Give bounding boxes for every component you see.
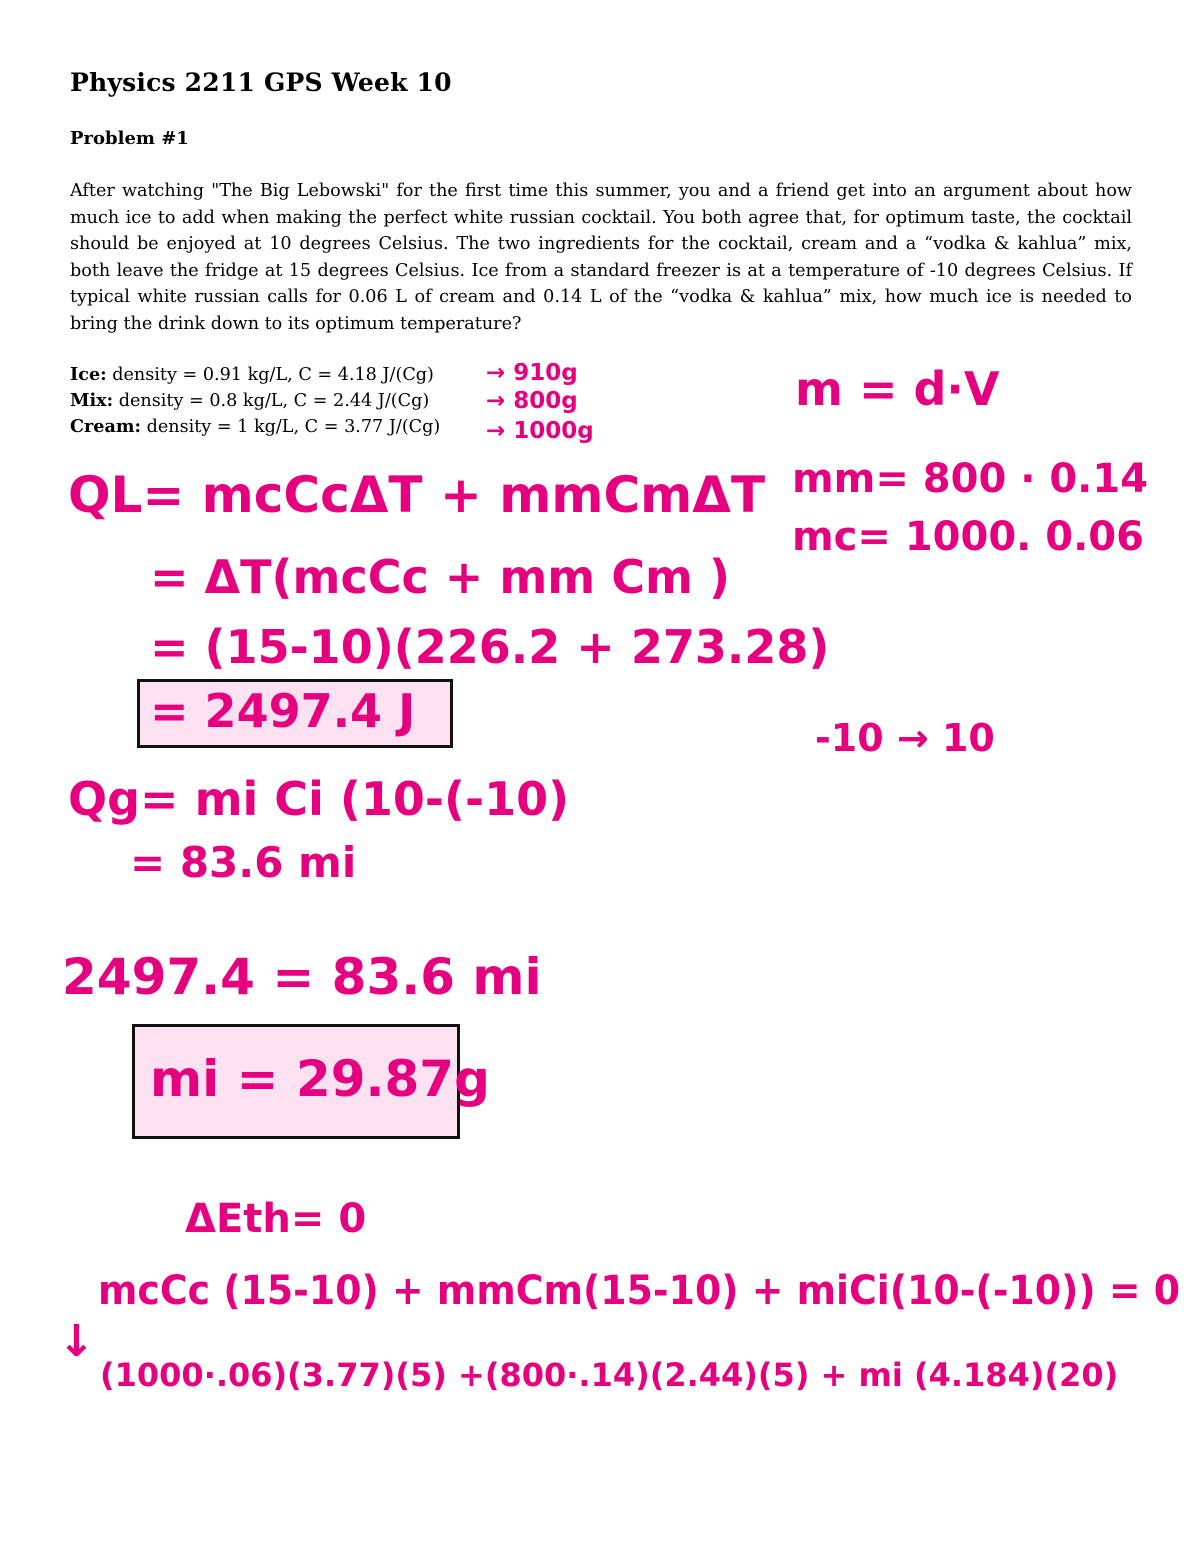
constant-value: density = 0.91 kg/L, C = 4.18 J/(Cg) xyxy=(106,365,434,385)
thermal-energy-change: ΔEth= 0 xyxy=(185,1196,367,1242)
constant-value: density = 0.8 kg/L, C = 2.44 J/(Cg) xyxy=(113,391,430,411)
problem-heading: Problem #1 xyxy=(70,128,189,149)
energy-conservation-equation: mcCc (15-10) + mmCm(15-10) + miCi(10-(-10)) = 0 xyxy=(98,1268,1181,1314)
energy-conservation-substituted: (1000·.06)(3.77)(5) +(800·.14)(2.44)(5) + mi (4.184)(20) xyxy=(100,1356,1119,1394)
constant-label: Cream: xyxy=(70,416,141,437)
note-cream-mass: → 1000g xyxy=(486,418,594,444)
constant-label: Mix: xyxy=(70,390,114,411)
heat-gained-equation: Qg= mi Ci (10-(-10) xyxy=(68,772,570,826)
heat-lost-substituted: = (15-10)(226.2 + 273.28) xyxy=(150,620,830,674)
constant-cream xyxy=(70,414,440,440)
constants-list xyxy=(70,362,440,440)
constant-mix xyxy=(70,388,440,414)
heat-lost-factored: = ΔT(mcCc + mm Cm ) xyxy=(150,550,730,604)
note-mix-mass: → 800g xyxy=(486,388,578,414)
mass-cream-calc: mc= 1000. 0.06 xyxy=(792,514,1144,560)
constant-ice xyxy=(70,362,440,388)
heat-lost-equation: QL= mcCcΔT + mmCmΔT xyxy=(68,466,766,524)
constant-value: density = 1 kg/L, C = 3.77 J/(Cg) xyxy=(140,417,441,437)
temperature-range: -10 → 10 xyxy=(815,716,995,760)
constant-label: Ice: xyxy=(70,364,107,385)
ice-mass-result: mi = 29.87g xyxy=(150,1050,490,1108)
heat-lost-result: = 2497.4 J xyxy=(150,684,416,738)
energy-balance-equation: 2497.4 = 83.6 mi xyxy=(62,948,542,1006)
formula-mass-density: m = d·V xyxy=(795,362,1000,416)
down-arrow-icon: ↓ xyxy=(58,1316,95,1367)
problem-statement: After watching "The Big Lebowski" for the first time this summer, you and a friend get into an argument about how much ice to add when making the perfect white russian cocktail. You both agree that, for optimum taste, the cocktail should be enjoyed at 10 degrees Celsius. The two ingredients for the cocktail, cream and a “vodka & kahlua” mix, both leave the fridge at 15 degrees Celsius. Ice from a standard freezer is at a temperature of -10 degrees Celsius. If typical white russian calls for 0.06 L of cream and 0.14 L of the “vodka & kahlua” mix, how much ice is needed to bring the drink down to its optimum temperature? xyxy=(70,181,1132,334)
mass-mix-calc: mm= 800 · 0.14 xyxy=(792,456,1149,502)
heat-gained-simplified: = 83.6 mi xyxy=(130,838,357,887)
note-ice-mass: → 910g xyxy=(486,360,578,386)
page-title: Physics 2211 GPS Week 10 xyxy=(70,68,452,97)
